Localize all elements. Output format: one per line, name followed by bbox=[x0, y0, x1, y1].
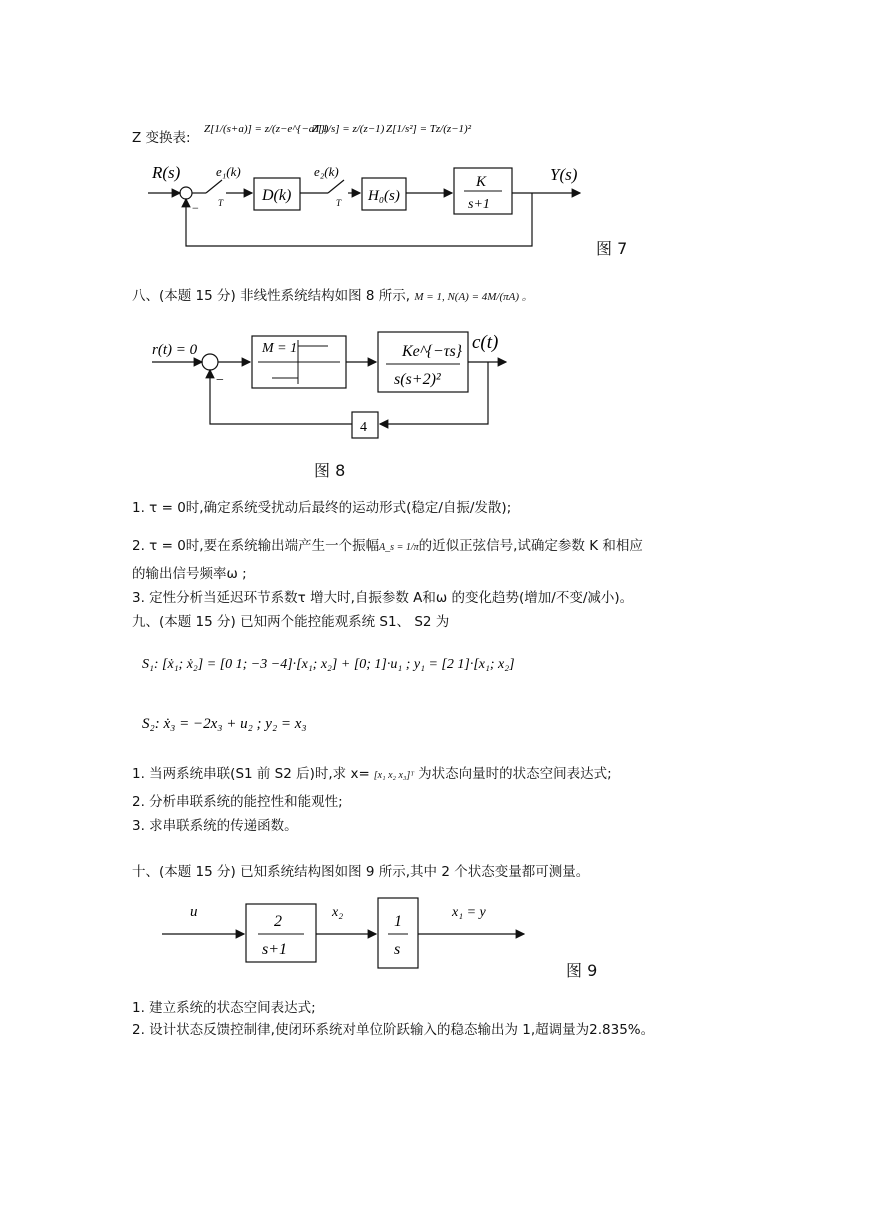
q9-s2-equation: S₂: ẋ₃ = −2x₃ + u₂ ; y₂ = x₃ bbox=[142, 716, 307, 732]
q9-s1-equation: S₁: [ẋ₁; ẋ₂] = [0 1; −3 −4]·[x₁; x₂] + [0; 1]·u₁ ; y₁ = [2 1]·[x₁; x₂] bbox=[142, 657, 515, 672]
q9-header: 九、(本题 15 分) 已知两个能控能观系统 S1、 S2 为 bbox=[132, 614, 450, 630]
svg-text:s: s bbox=[394, 941, 401, 958]
z-formula-2: Z[1/s] = z/(z−1) bbox=[312, 123, 385, 135]
q10-item-2: 2. 设计状态反馈控制律,使闭环系统对单位阶跃输入的稳态输出为 1,超调量为2.835%。 bbox=[132, 1022, 655, 1038]
z-formula-1: Z[1/(s+a)] = z/(z−e^{−aT}) bbox=[204, 123, 329, 135]
svg-text:1: 1 bbox=[394, 913, 402, 930]
svg-text:4: 4 bbox=[360, 420, 367, 435]
q8-item-3: 3. 定性分析当延迟环节系数τ 增大时,自振参数 A和ω 的变化趋势(增加/不变/减小)。 bbox=[132, 590, 634, 606]
q8-item-2-cont: 的输出信号频率ω ; bbox=[132, 566, 247, 582]
z-transform-line bbox=[132, 126, 191, 146]
q9-item-3: 3. 求串联系统的传递函数。 bbox=[132, 818, 298, 834]
z-transform-formulas bbox=[200, 110, 500, 150]
fig7-sampler-1 bbox=[206, 180, 222, 193]
fig8-output-label: c(t) bbox=[472, 332, 499, 353]
figure-9-diagram bbox=[160, 894, 540, 974]
fig7-e2-label: e₂(k) bbox=[314, 164, 339, 179]
fig8-minus: − bbox=[216, 373, 224, 388]
figure-7-diagram bbox=[140, 160, 660, 260]
fig7-T1-label: T bbox=[218, 198, 224, 208]
q9-item-2: 2. 分析串联系统的能控性和能观性; bbox=[132, 794, 343, 810]
fig7-minus: − bbox=[192, 201, 199, 215]
svg-text:s(s+2)²: s(s+2)² bbox=[394, 371, 441, 388]
q8-item-2: 2. τ = 0时,要在系统输出端产生一个振幅A_s = 1/π的近似正弦信号,试确定参数 K 和相应 bbox=[132, 538, 643, 554]
fig7-sampler-2 bbox=[328, 180, 344, 193]
q9-state-vector: [x₁ x₂ x₃]ᵀ bbox=[373, 770, 415, 781]
fig8-input-label: r(t) = 0 bbox=[152, 342, 198, 358]
fig9-input-label: u bbox=[190, 904, 198, 920]
q10-item-1: 1. 建立系统的状态空间表达式; bbox=[132, 1000, 316, 1016]
fig8-summing-junction bbox=[202, 354, 218, 370]
svg-text:s+1: s+1 bbox=[262, 941, 288, 958]
figure-8-caption: 图 8 bbox=[314, 461, 346, 480]
q9-item-1: 1. 当两系统串联(S1 前 S2 后)时,求 x= [x₁ x₂ x₃]ᵀ 为状态向量时的状态空间表达式; bbox=[132, 766, 612, 782]
fig9-output-label: x₁ = y bbox=[452, 905, 486, 920]
q8-formula: M = 1, N(A) = 4M/(πA) 。 bbox=[414, 291, 533, 303]
z-transform-prefix: Z 变换表: bbox=[132, 130, 191, 146]
svg-text:M = 1: M = 1 bbox=[262, 341, 298, 356]
z-formula-3: Z[1/s²] = Tz/(z−1)² bbox=[386, 123, 472, 135]
svg-text:2: 2 bbox=[274, 913, 282, 930]
figure-7-caption: 图 7 bbox=[596, 239, 628, 258]
fig7-summing-junction bbox=[180, 187, 192, 199]
fig7-T2-label: T bbox=[336, 198, 342, 208]
figure-8-diagram bbox=[150, 326, 520, 446]
figure-9-caption: 图 9 bbox=[566, 961, 598, 980]
q9-equations bbox=[140, 632, 610, 742]
q8-header: 八、(本题 15 分) 非线性系统结构如图 8 所示, M = 1, N(A) = 4M/(πA) 。 bbox=[132, 288, 533, 304]
svg-text:D(k): D(k) bbox=[262, 187, 292, 204]
fig9-x2-label: x₂ bbox=[332, 905, 344, 920]
q8-item-1: 1. τ = 0时,确定系统受扰动后最终的运动形式(稳定/自振/发散); bbox=[132, 500, 512, 516]
svg-text:s+1: s+1 bbox=[468, 197, 490, 212]
fig7-e1-label: e₁(k) bbox=[216, 164, 241, 179]
fig7-output-label: Y(s) bbox=[550, 165, 578, 184]
fig7-input-label: R(s) bbox=[152, 163, 181, 182]
svg-text:H₀(s): H₀(s) bbox=[368, 188, 400, 204]
svg-text:Ke^{−τs}: Ke^{−τs} bbox=[402, 343, 463, 360]
q8-amplitude: A_s = 1/π bbox=[379, 542, 419, 553]
svg-text:K: K bbox=[476, 174, 487, 190]
q10-header: 十、(本题 15 分) 已知系统结构图如图 9 所示,其中 2 个状态变量都可测量。 bbox=[132, 864, 590, 880]
